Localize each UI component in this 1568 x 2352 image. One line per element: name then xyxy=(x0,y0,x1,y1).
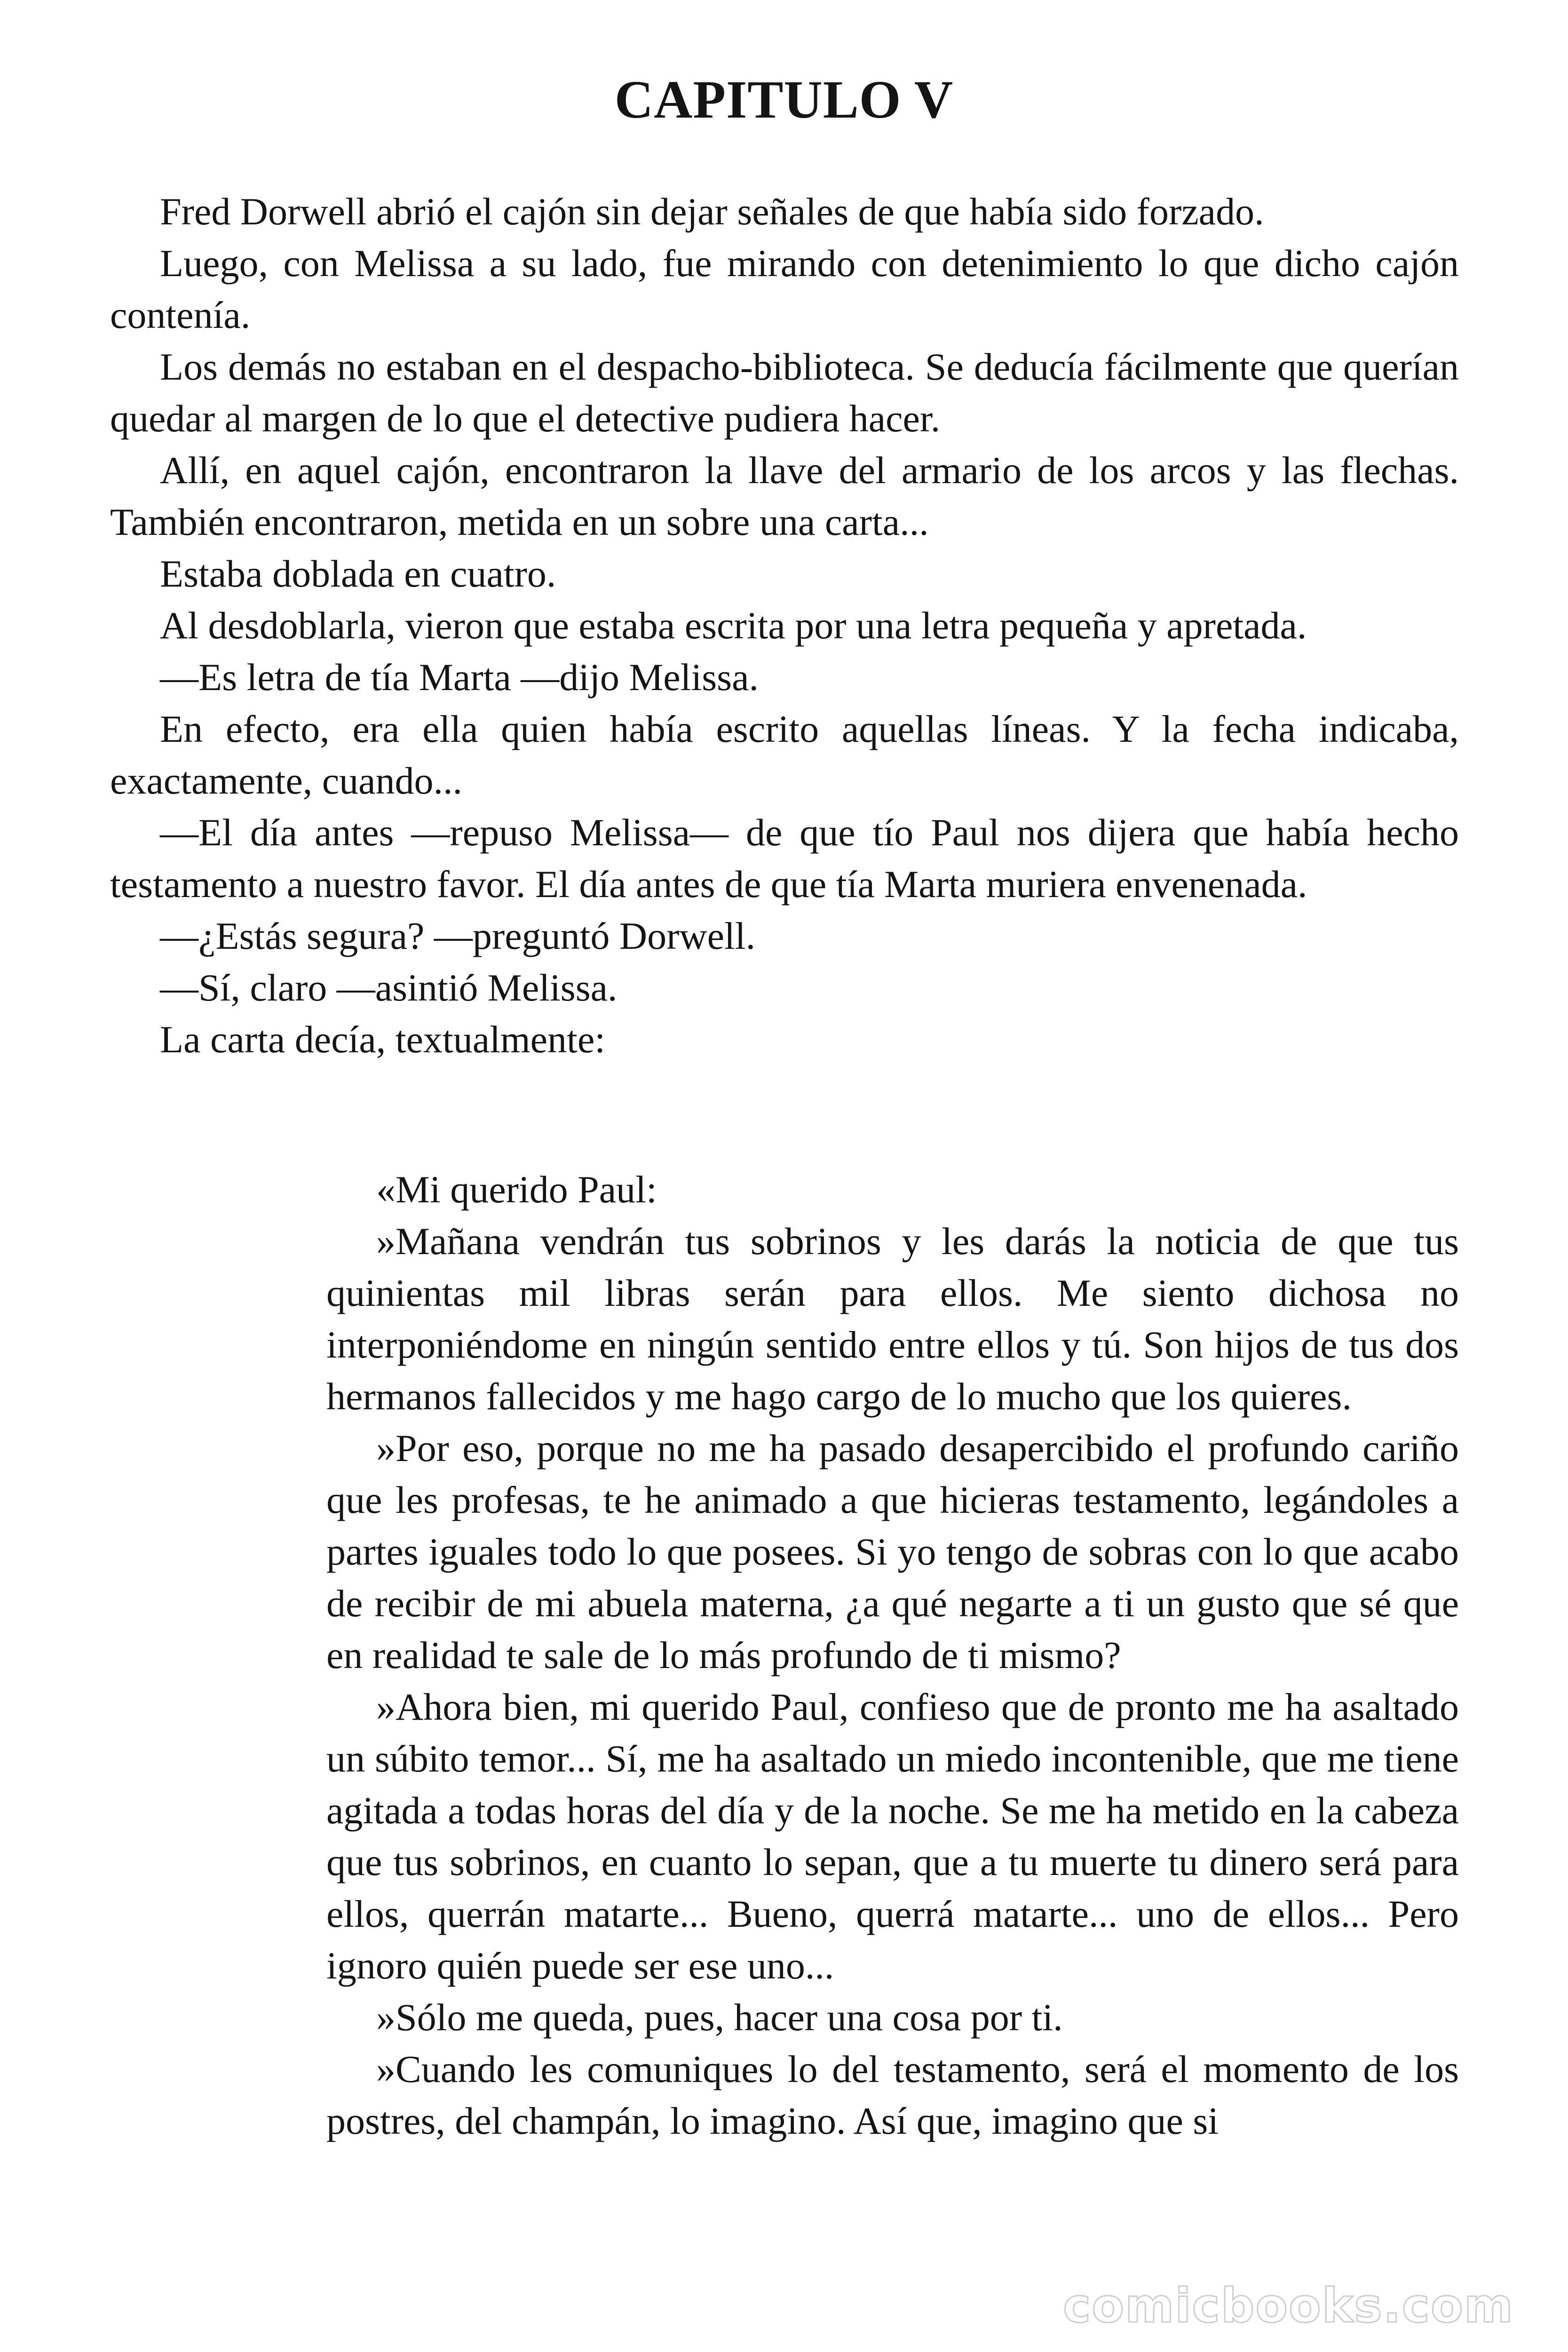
paragraph: —Sí, claro —asintió Melissa. xyxy=(160,966,618,1009)
letter-paragraph: »Por eso, porque no me ha pasado desapercibido el profundo cariño que les profesas, te he animado a que hicieras testamento, legándoles a partes iguales todo lo que posees. Si yo tengo de sobras con lo que acabo de recibir de mi abuela materna, ¿a qué negarte a ti un gusto que sé que en realidad te sale de lo más profundo de ti mismo? xyxy=(326,1427,1459,1677)
paragraph: —El día antes —repuso Melissa— de que tío Paul nos dijera que había hecho testamento a nuestro favor. El día antes de que tía Marta muriera envenenada. xyxy=(110,811,1459,906)
letter-quote xyxy=(326,1164,1459,2147)
paragraph: —Es letra de tía Marta —dijo Melissa. xyxy=(160,656,759,699)
watermark: comicbooks.com xyxy=(1063,2278,1514,2333)
paragraph: La carta decía, textualmente: xyxy=(160,1018,606,1061)
letter-paragraph: »Mañana vendrán tus sobrinos y les darás la noticia de que tus quinientas mil libras serán para ellos. Me siento dichosa no interponiéndome en ningún sentido entre ellos y tú. Son hijos de tus dos hermanos fallecidos y me hago cargo de lo mucho que los quieres. xyxy=(326,1220,1459,1418)
paragraph: —¿Estás segura? —preguntó Dorwell. xyxy=(160,914,756,957)
letter-paragraph: «Mi querido Paul: xyxy=(376,1168,657,1211)
paragraph: Los demás no estaban en el despacho-biblioteca. Se deducía fácilmente que querían quedar al margen de lo que el detective pudiera hacer. xyxy=(110,345,1459,440)
letter-paragraph: »Cuando les comuniques lo del testamento, será el momento de los postres, del champán, lo imagino. Así que, imagino que si xyxy=(326,2048,1459,2142)
paragraph: Allí, en aquel cajón, encontraron la llave del armario de los arcos y las flechas. También encontraron, metida en un sobre una carta... xyxy=(110,449,1459,543)
paragraph: Al desdoblarla, vieron que estaba escrita por una letra pequeña y apretada. xyxy=(160,604,1307,647)
paragraph: Fred Dorwell abrió el cajón sin dejar señales de que había sido forzado. xyxy=(160,190,1264,233)
narrative-text xyxy=(110,186,1459,1065)
chapter-title: CAPITULO V xyxy=(614,70,954,129)
letter-paragraph: »Ahora bien, mi querido Paul, confieso que de pronto me ha asaltado un súbito temor... Sí, me ha asaltado un miedo incontenible, que me tiene agitada a todas horas del día y de la noche. Se me ha metido en la cabeza que tus sobrinos, en cuanto lo sepan, que a tu muerte tu dinero será para ellos, querrán matarte... Bueno, querrá matarte... uno de ellos... Pero ignoro quién puede ser ese uno... xyxy=(326,1685,1459,1987)
letter-paragraph: »Sólo me queda, pues, hacer una cosa por ti. xyxy=(376,1996,1063,2039)
paragraph: En efecto, era ella quien había escrito aquellas líneas. Y la fecha indicaba, exactamente, cuando... xyxy=(110,707,1459,802)
paragraph: Luego, con Melissa a su lado, fue mirando con detenimiento lo que dicho cajón contenía. xyxy=(110,242,1459,336)
paragraph: Estaba doblada en cuatro. xyxy=(160,552,556,595)
